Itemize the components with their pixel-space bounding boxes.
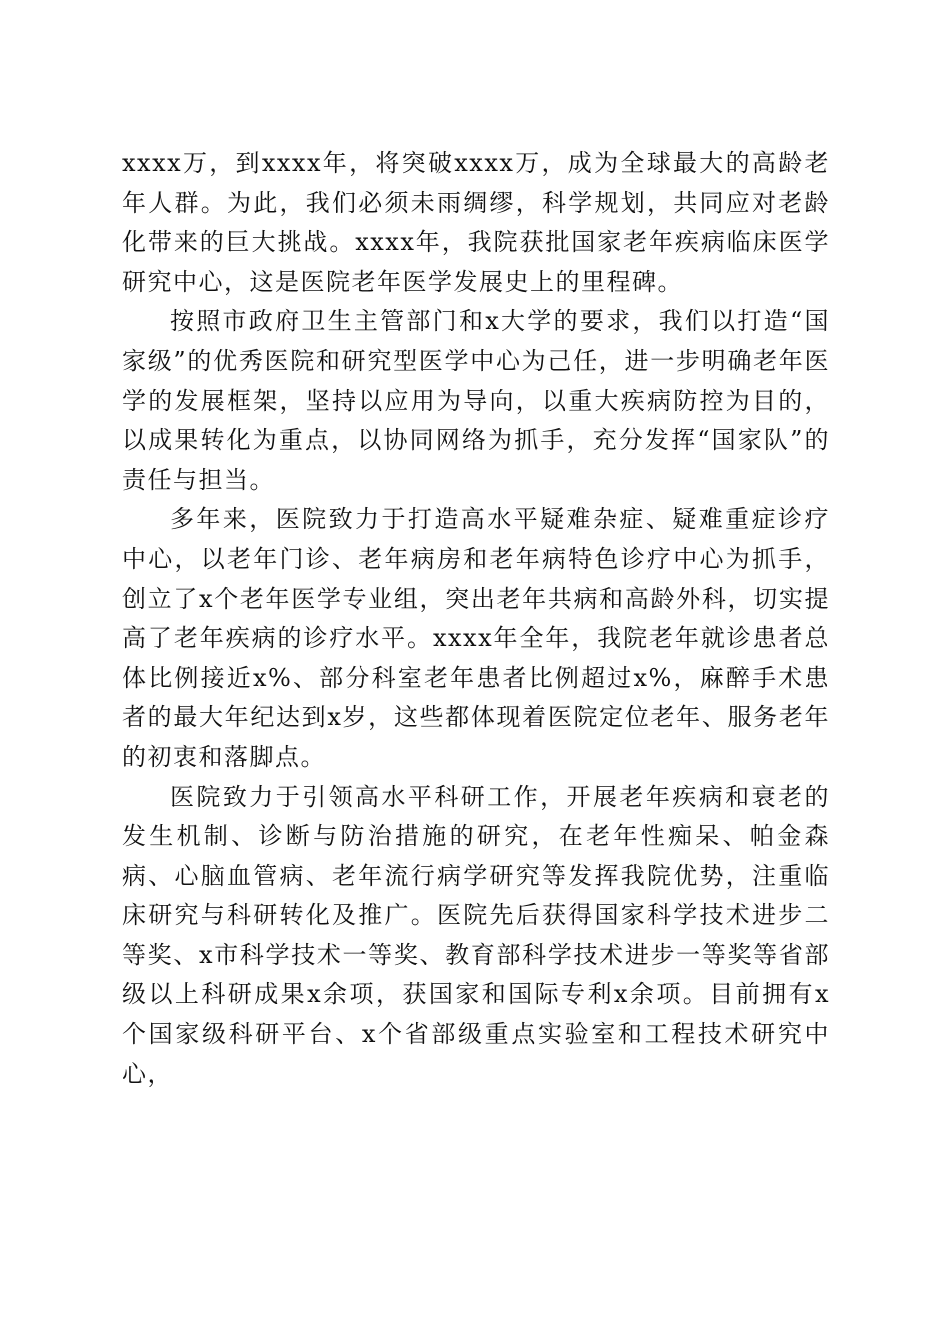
- paragraph-national-center: 按照市政府卫生主管部门和x大学的要求，我们以打造“国家级”的优秀医院和研究型医学中心为己任，进一步明确老年医学的发展框架，坚持以应用为导向，以重大疾病防控为目的，以成果转化为重点，以协同网络为抓手，充分发挥“国家队”的责任与担当。: [122, 307, 830, 494]
- document-body: [122, 144, 830, 1094]
- paragraph-clinical-care: 多年来，医院致力于打造高水平疑难杂症、疑难重症诊疗中心，以老年门诊、老年病房和老年病特色诊疗中心为抓手，创立了x个老年医学专业组，突出老年共病和高龄外科，切实提高了老年疾病的诊疗水平。xxxx年全年，我院老年就诊患者总体比例接近x%、部分科室老年患者比例超过x%，麻醉手术患者的最大年纪达到x岁，这些都体现着医院定位老年、服务老年的初衷和落脚点。: [122, 505, 830, 771]
- paragraph-research: 医院致力于引领高水平科研工作，开展老年疾病和衰老的发生机制、诊断与防治措施的研究，在老年性痴呆、帕金森病、心脑血管病、老年流行病学研究等发挥我院优势，注重临床研究与科研转化及推广。医院先后获得国家科学技术进步二等奖、x市科学技术一等奖、教育部科学技术进步一等奖等省部级以上科研成果x余项，获国家和国际专利x余项。目前拥有x个国家级科研平台、x个省部级重点实验室和工程技术研究中心，: [122, 782, 830, 1088]
- paragraph-continuation: xxxx万，到xxxx年，将突破xxxx万，成为全球最大的高龄老年人群。为此，我们必须未雨绸缪，科学规划，共同应对老龄化带来的巨大挑战。xxxx年，我院获批国家老年疾病临床医学研究中心，这是医院老年医学发展史上的里程碑。: [122, 149, 830, 296]
